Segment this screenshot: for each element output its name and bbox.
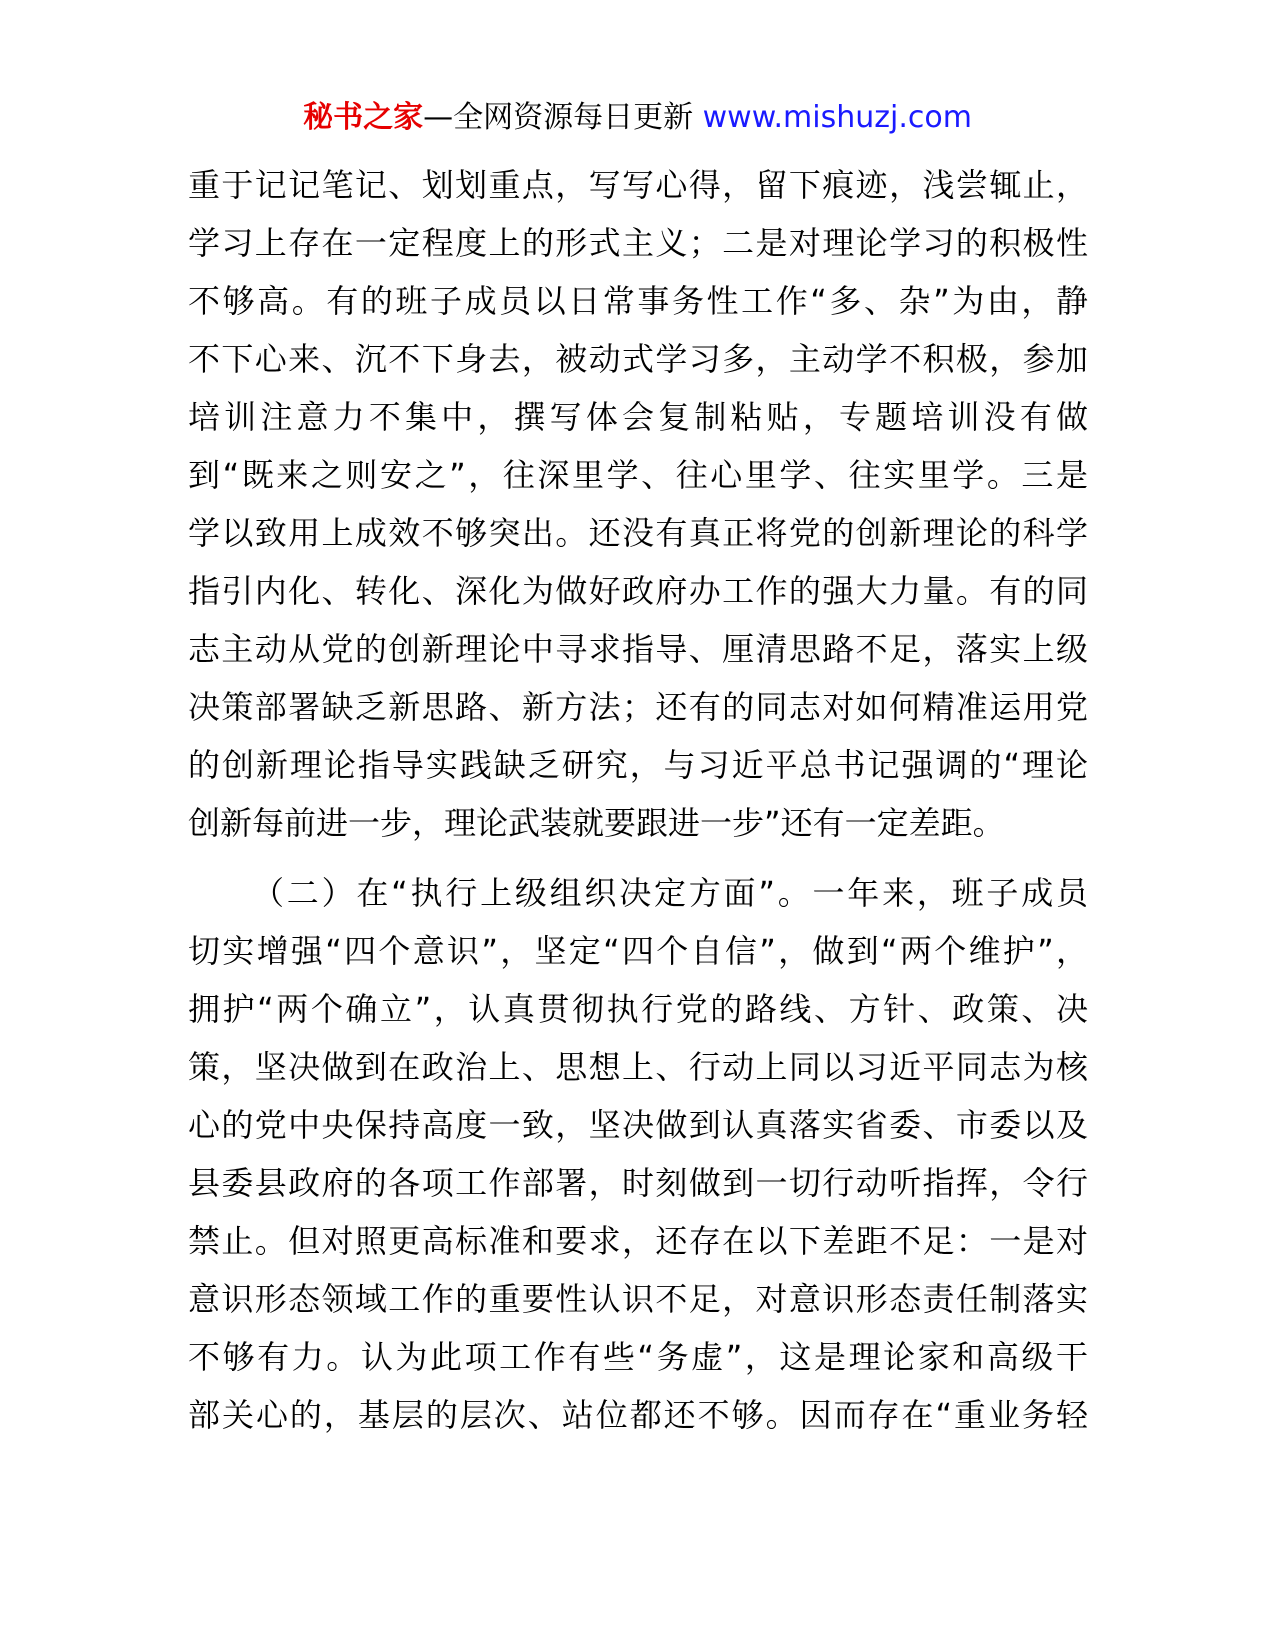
text-line: 切实增强“四个意识”，坚定“四个自信”，做到“两个维护”， [188,932,1088,970]
text-line: （二）在“执行上级组织决定方面”。一年来，班子成员 [252,874,1088,912]
header-url-link[interactable]: www.mishuzj.com [702,100,972,135]
text-line: 县委县政府的各项工作部署，时刻做到一切行动听指挥，令行 [188,1164,1088,1202]
text-line: 意识形态领域工作的重要性认识不足，对意识形态责任制落实 [188,1280,1088,1318]
text-line: 志主动从党的创新理论中寻求指导、厘清思路不足，落实上级 [188,630,1088,668]
paragraph-1 [188,156,1088,852]
text-line: 禁止。但对照更高标准和要求，还存在以下差距不足：一是对 [188,1222,1088,1260]
text-line: 创新每前进一步，理论武装就要跟进一步”还有一定差距。 [188,804,1005,842]
page-header [0,98,1275,138]
text-line: 拥护“两个确立”，认真贯彻执行党的路线、方针、政策、决 [188,990,1088,1028]
header-brand: 秘书之家 [303,100,424,135]
header-tagline: —全网资源每日更新 [423,100,703,135]
text-line: 不够高。有的班子成员以日常事务性工作“多、杂”为由，静 [188,282,1088,320]
paragraph-2 [188,864,1088,1444]
text-line: 部关心的，基层的层次、站位都还不够。因而存在“重业务轻 [188,1396,1088,1434]
text-line: 学以致用上成效不够突出。还没有真正将党的创新理论的科学 [188,514,1088,552]
text-line: 决策部署缺乏新思路、新方法；还有的同志对如何精准运用党 [188,688,1088,726]
text-line: 策，坚决做到在政治上、思想上、行动上同以习近平同志为核 [188,1048,1088,1086]
text-line: 重于记记笔记、划划重点，写写心得，留下痕迹，浅尝辄止， [188,166,1088,204]
text-line: 指引内化、转化、深化为做好政府办工作的强大力量。有的同 [188,572,1088,610]
text-line: 到“既来之则安之”，往深里学、往心里学、往实里学。三是 [188,456,1088,494]
text-line: 不下心来、沉不下身去，被动式学习多，主动学不积极，参加 [188,340,1088,378]
text-line: 的创新理论指导实践缺乏研究，与习近平总书记强调的“理论 [188,746,1088,784]
text-line: 培训注意力不集中，撰写体会复制粘贴，专题培训没有做 [188,398,1088,436]
text-line: 学习上存在一定程度上的形式主义；二是对理论学习的积极性 [188,224,1088,262]
document-body [188,156,1088,1444]
text-line: 心的党中央保持高度一致，坚决做到认真落实省委、市委以及 [188,1106,1088,1144]
text-line: 不够有力。认为此项工作有些“务虚”，这是理论家和高级干 [188,1338,1088,1376]
